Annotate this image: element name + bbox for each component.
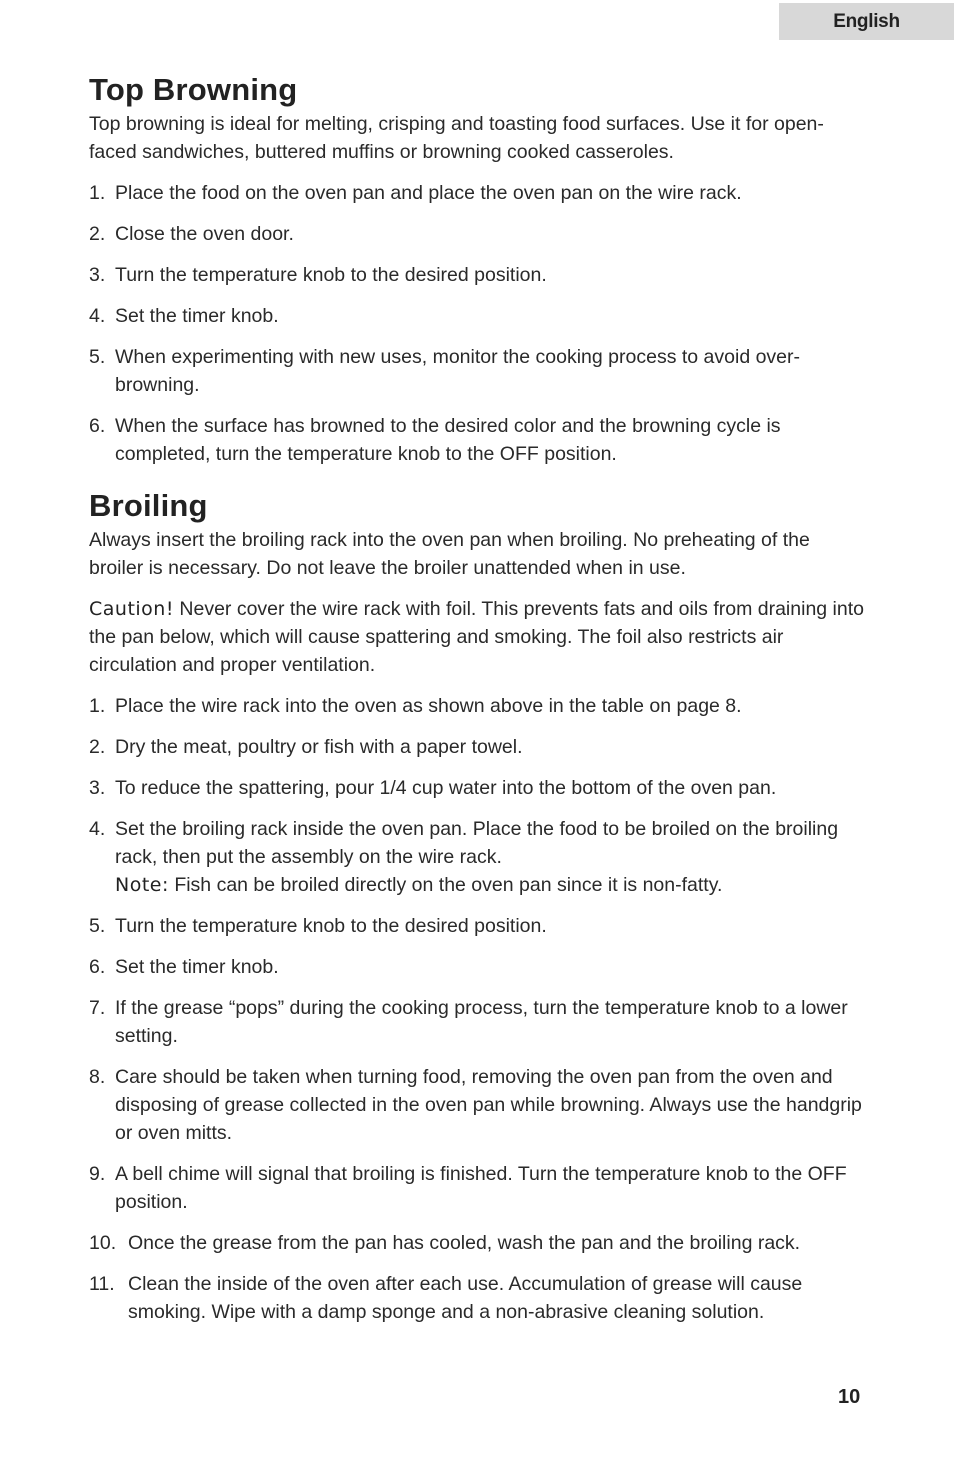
broiling-steps	[89, 692, 869, 1326]
top-browning-steps	[89, 179, 869, 468]
top-browning-section	[89, 70, 869, 468]
note-text: Fish can be broiled directly on the oven pan since it is non-fatty.	[174, 874, 723, 896]
list-item: 3. Turn the temperature knob to the desired position.	[89, 264, 547, 286]
list-item: 7. If the grease “pops” during the cooking process, turn the temperature knob to a lower setting.	[89, 997, 848, 1047]
list-item: 8. Care should be taken when turning food, removing the oven pan from the oven and disposing of grease collected in the oven pan while browning. Always use the handgrip or oven mitts.	[89, 1066, 862, 1144]
broiling-section	[89, 486, 869, 1326]
caution-label: Caution!	[89, 598, 174, 620]
language-tab: English	[779, 3, 954, 40]
top-browning-intro: Top browning is ideal for melting, crisping and toasting food surfaces. Use it for open-faced sandwiches, buttered muffins or browning cooked casseroles.	[89, 113, 824, 163]
list-item: 1. Place the food on the oven pan and place the oven pan on the wire rack.	[89, 182, 742, 204]
page-number: 10	[838, 1386, 861, 1408]
note-label: Note:	[115, 874, 169, 896]
note	[115, 871, 869, 899]
caution-text: Never cover the wire rack with foil. This prevents fats and oils from draining into the pan below, which will cause spattering and smoking. The foil also restricts air circulation and proper ventilation.	[89, 598, 864, 676]
list-item: 6. When the surface has browned to the desired color and the browning cycle is completed, turn the temperature knob to the OFF position.	[89, 415, 781, 465]
list-item: 9. A bell chime will signal that broiling is finished. Turn the temperature knob to the OFF position.	[89, 1163, 847, 1213]
top-browning-heading: Top Browning	[89, 72, 298, 107]
list-item: 11. Clean the inside of the oven after each use. Accumulation of grease will cause smoking. Wipe with a damp sponge and a non-abrasive cleaning solution.	[89, 1273, 803, 1323]
list-item: 3. To reduce the spattering, pour 1/4 cup water into the bottom of the oven pan.	[89, 777, 777, 799]
caution-paragraph	[89, 595, 869, 679]
broiling-intro: Always insert the broiling rack into the oven pan when broiling. No preheating of the broiler is necessary. Do not leave the broiler unattended when in use.	[89, 529, 810, 579]
broiling-heading: Broiling	[89, 488, 208, 523]
list-item: 2. Close the oven door.	[89, 223, 294, 245]
list-item: 1. Place the wire rack into the oven as shown above in the table on page 8.	[89, 695, 742, 717]
list-item: 6. Set the timer knob.	[89, 956, 279, 978]
list-item: 4. Set the timer knob.	[89, 305, 279, 327]
list-item: 2. Dry the meat, poultry or fish with a paper towel.	[89, 736, 523, 758]
list-item: 4. Set the broiling rack inside the oven pan. Place the food to be broiled on the broiling rack, then put the assembly on the wire rack. Note: Fish can be broiled directly on the oven pan since it is non-fatty.	[89, 815, 869, 899]
list-item: 5. Turn the temperature knob to the desired position.	[89, 915, 547, 937]
list-item: 10. Once the grease from the pan has cooled, wash the pan and the broiling rack.	[89, 1232, 801, 1254]
list-item: 5. When experimenting with new uses, monitor the cooking process to avoid over-browning.	[89, 346, 801, 396]
page-content	[89, 70, 869, 1326]
